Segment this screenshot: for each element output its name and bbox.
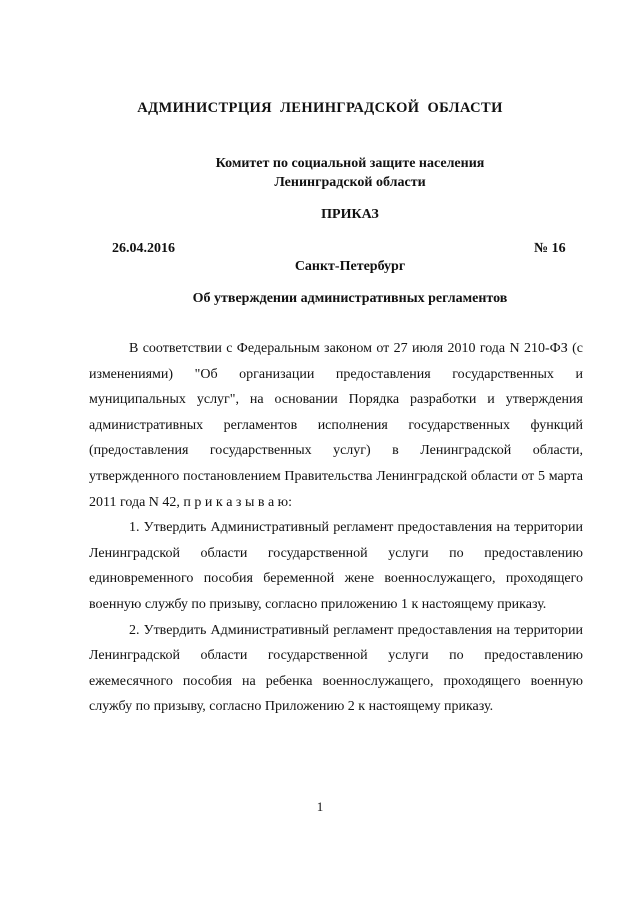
agency-heading: АДМИНИСТРЦИЯ ЛЕНИНГРАДСКОЙ ОБЛАСТИ: [137, 100, 503, 116]
document-type: ПРИКАЗ: [321, 207, 379, 222]
order-body: [89, 336, 583, 720]
order-item-1: 1. Утвердить Административный регламент предоставления на территории Ленинградской области государственной услуги по предоставлению единовременного пособия беременной жене военнослужащего, проходящего военную службу по призыву, согласно приложению 1 к настоящему приказу.: [89, 520, 583, 612]
order-subject: Об утверждении административных регламентов: [192, 291, 508, 306]
order-item-2: 2. Утвердить Административный регламент предоставления на территории Ленинградской области государственной услуги по предоставлению ежемесячного пособия на ребенка военнослужащего, проходящего военную службу по призыву, согласно Приложению 2 к настоящему приказу.: [89, 622, 583, 715]
committee-heading: [30, 154, 640, 192]
page-number: 1: [316, 799, 324, 814]
order-date: 26.04.2016: [112, 241, 175, 256]
preamble-paragraph: В соответствии с Федеральным законом от 27 июля 2010 года N 210-ФЗ (с изменениями) "Об организации предоставления государственных и муниципальных услуг", на основании Порядка разработки и утверждения административных регламентов исполнения государственных функций (предоставления государственных услуг) в Ленинградской области, утвержденного постановлением Правительства Ленинградской области от 5 марта 2011 года N 42, п р и к а з ы в а ю:: [89, 341, 583, 510]
committee-line-1: Комитет по социальной защите населения: [215, 156, 485, 171]
order-number: № 16: [534, 241, 566, 256]
city: Санкт-Петербург: [294, 259, 406, 274]
committee-line-2: Ленинградской области: [274, 175, 426, 190]
